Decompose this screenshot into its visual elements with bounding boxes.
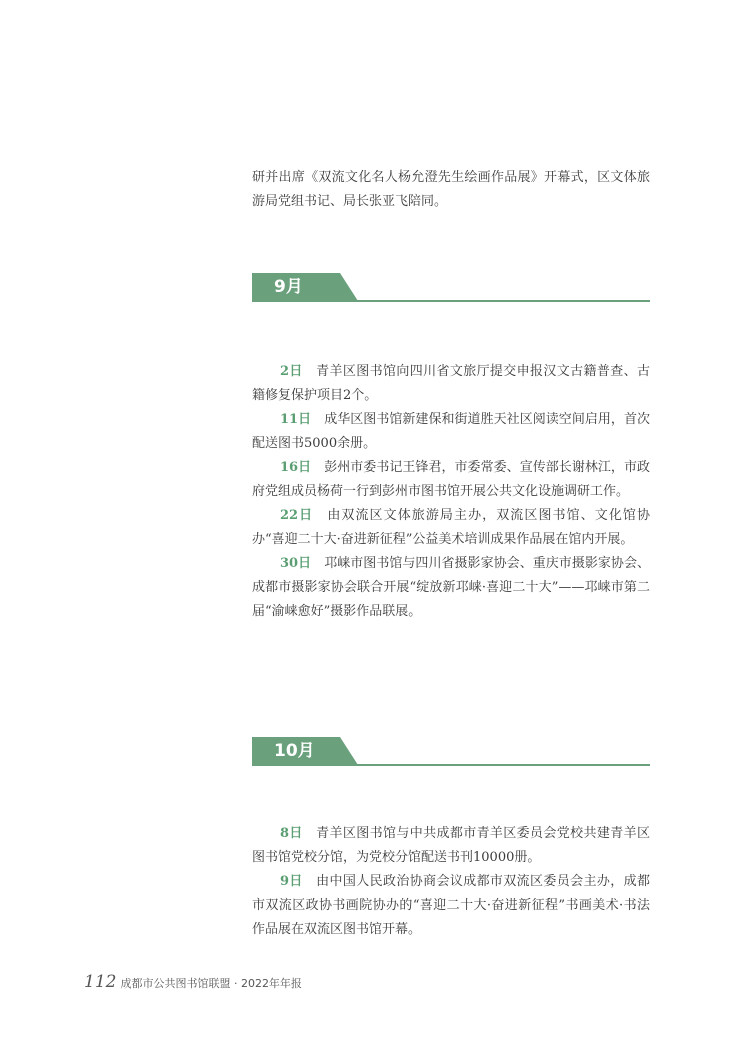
entry-day: 9日 — [280, 874, 303, 889]
entry-text: 成华区图书馆新建保和街道胜天社区阅读空间启用，首次配送图书5000余册。 — [252, 412, 650, 451]
page-footer — [84, 972, 302, 992]
footer-title: 成都市公共图书馆联盟 · 2022年年报 — [120, 977, 302, 990]
entry-text: 邛崃市图书馆与四川省摄影家协会、重庆市摄影家协会、成都市摄影家协会联合开展“绽放新邛崃·喜迎二十大”——邛崃市第二届“渝崃愈好”摄影作品联展。 — [252, 556, 650, 619]
entry — [252, 870, 650, 942]
entry — [252, 360, 650, 408]
entry-day: 22日 — [280, 508, 314, 523]
entry — [252, 456, 650, 504]
entry-text: 由中国人民政治协商会议成都市双流区委员会主办，成都市双流区政协书画院协办的“喜迎二十大·奋进新征程”书画美术·书法作品展在双流区图书馆开幕。 — [252, 874, 650, 937]
entry-day: 2日 — [280, 364, 303, 379]
september-entries — [252, 360, 650, 624]
entry-day: 11日 — [280, 412, 312, 427]
entry — [252, 822, 650, 870]
entry-text: 青羊区图书馆向四川省文旅厅提交申报汉文古籍普查、古籍修复保护项目2个。 — [252, 364, 650, 403]
month-tab: 10月 — [252, 737, 340, 765]
entry — [252, 504, 650, 552]
month-divider-line — [252, 300, 650, 302]
intro-paragraph-block — [252, 166, 650, 214]
entry-day: 16日 — [280, 460, 312, 475]
entry — [252, 408, 650, 456]
page-number: 112 — [84, 972, 117, 992]
entry-day: 8日 — [280, 826, 303, 841]
month-header-september — [252, 273, 650, 303]
october-entries — [252, 822, 650, 942]
entry — [252, 552, 650, 624]
month-divider-line — [252, 764, 650, 766]
intro-paragraph: 研并出席《双流文化名人杨允澄先生绘画作品展》开幕式，区文体旅游局党组书记、局长张亚飞陪同。 — [252, 170, 650, 209]
entry-text: 由双流区文体旅游局主办，双流区图书馆、文化馆协办“喜迎二十大·奋进新征程”公益美术培训成果作品展在馆内开展。 — [252, 508, 650, 547]
month-tab: 9月 — [252, 273, 340, 301]
entry-day: 30日 — [280, 556, 312, 571]
entry-text: 青羊区图书馆与中共成都市青羊区委员会党校共建青羊区图书馆党校分馆，为党校分馆配送书刊10000册。 — [252, 826, 650, 865]
entry-text: 彭州市委书记王锋君，市委常委、宣传部长谢林江，市政府党组成员杨荷一行到彭州市图书馆开展公共文化设施调研工作。 — [252, 460, 650, 499]
month-header-october — [252, 737, 650, 767]
